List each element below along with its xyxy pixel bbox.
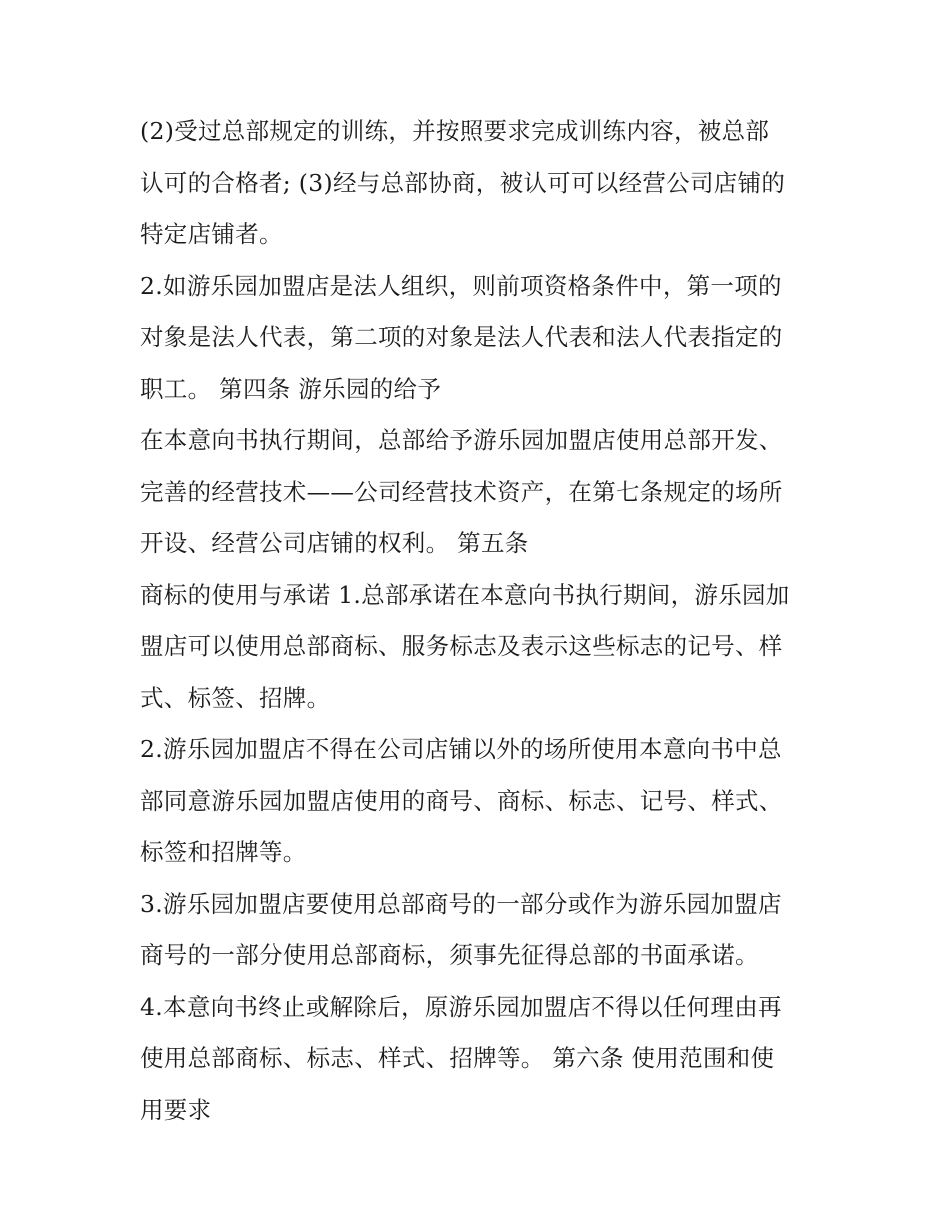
text-line: 特定店铺者。 (140, 220, 283, 248)
text-line: (2)受过总部规定的训练，并按照要求完成训练内容，被总部 (140, 117, 770, 145)
text-line: 开设、经营公司店铺的权利。 第五条 (140, 529, 529, 557)
text-line: 3.游乐园加盟店要使用总部商号的一部分或作为游乐园加盟店 (140, 889, 782, 918)
text-line: 在本意向书执行期间，总部给予游乐园加盟店使用总部开发、 (140, 426, 783, 454)
text-line: 商号的一部分使用总部商标，须事先征得总部的书面承诺。 (140, 941, 759, 969)
text-line: 认可的合格者; (3)经与总部协商，被认可可以经营公司店铺的 (140, 168, 786, 197)
text-line: 部同意游乐园加盟店使用的商号、商标、标志、记号、样式、 (140, 786, 783, 815)
text-line: 2.游乐园加盟店不得在公司店铺以外的场所使用本意向书中总 (140, 735, 782, 763)
text-line: 标签和招牌等。 (140, 838, 307, 866)
text-line: 盟店可以使用总部商标、服务标志及表示这些标志的记号、样 (140, 632, 783, 660)
text-line: 对象是法人代表，第二项的对象是法人代表和法人代表指定的 (140, 323, 783, 351)
text-line: 4.本意向书终止或解除后，原游乐园加盟店不得以任何理由再 (140, 992, 782, 1021)
text-line: 商标的使用与承诺 1.总部承诺在本意向书执行期间，游乐园加 (140, 580, 790, 609)
text-line: 职工。 第四条 游乐园的给予 (140, 374, 442, 403)
document-body (140, 106, 820, 1136)
text-line: 用要求 (140, 1095, 212, 1124)
text-line: 式、标签、招牌。 (140, 683, 331, 712)
text-line: 使用总部商标、标志、样式、招牌等。 第六条 使用范围和使 (140, 1044, 775, 1072)
text-line: 完善的经营技术——公司经营技术资产，在第七条规定的场所 (140, 477, 783, 506)
text-line: 2.如游乐园加盟店是法人组织，则前项资格条件中，第一项的 (140, 271, 782, 300)
